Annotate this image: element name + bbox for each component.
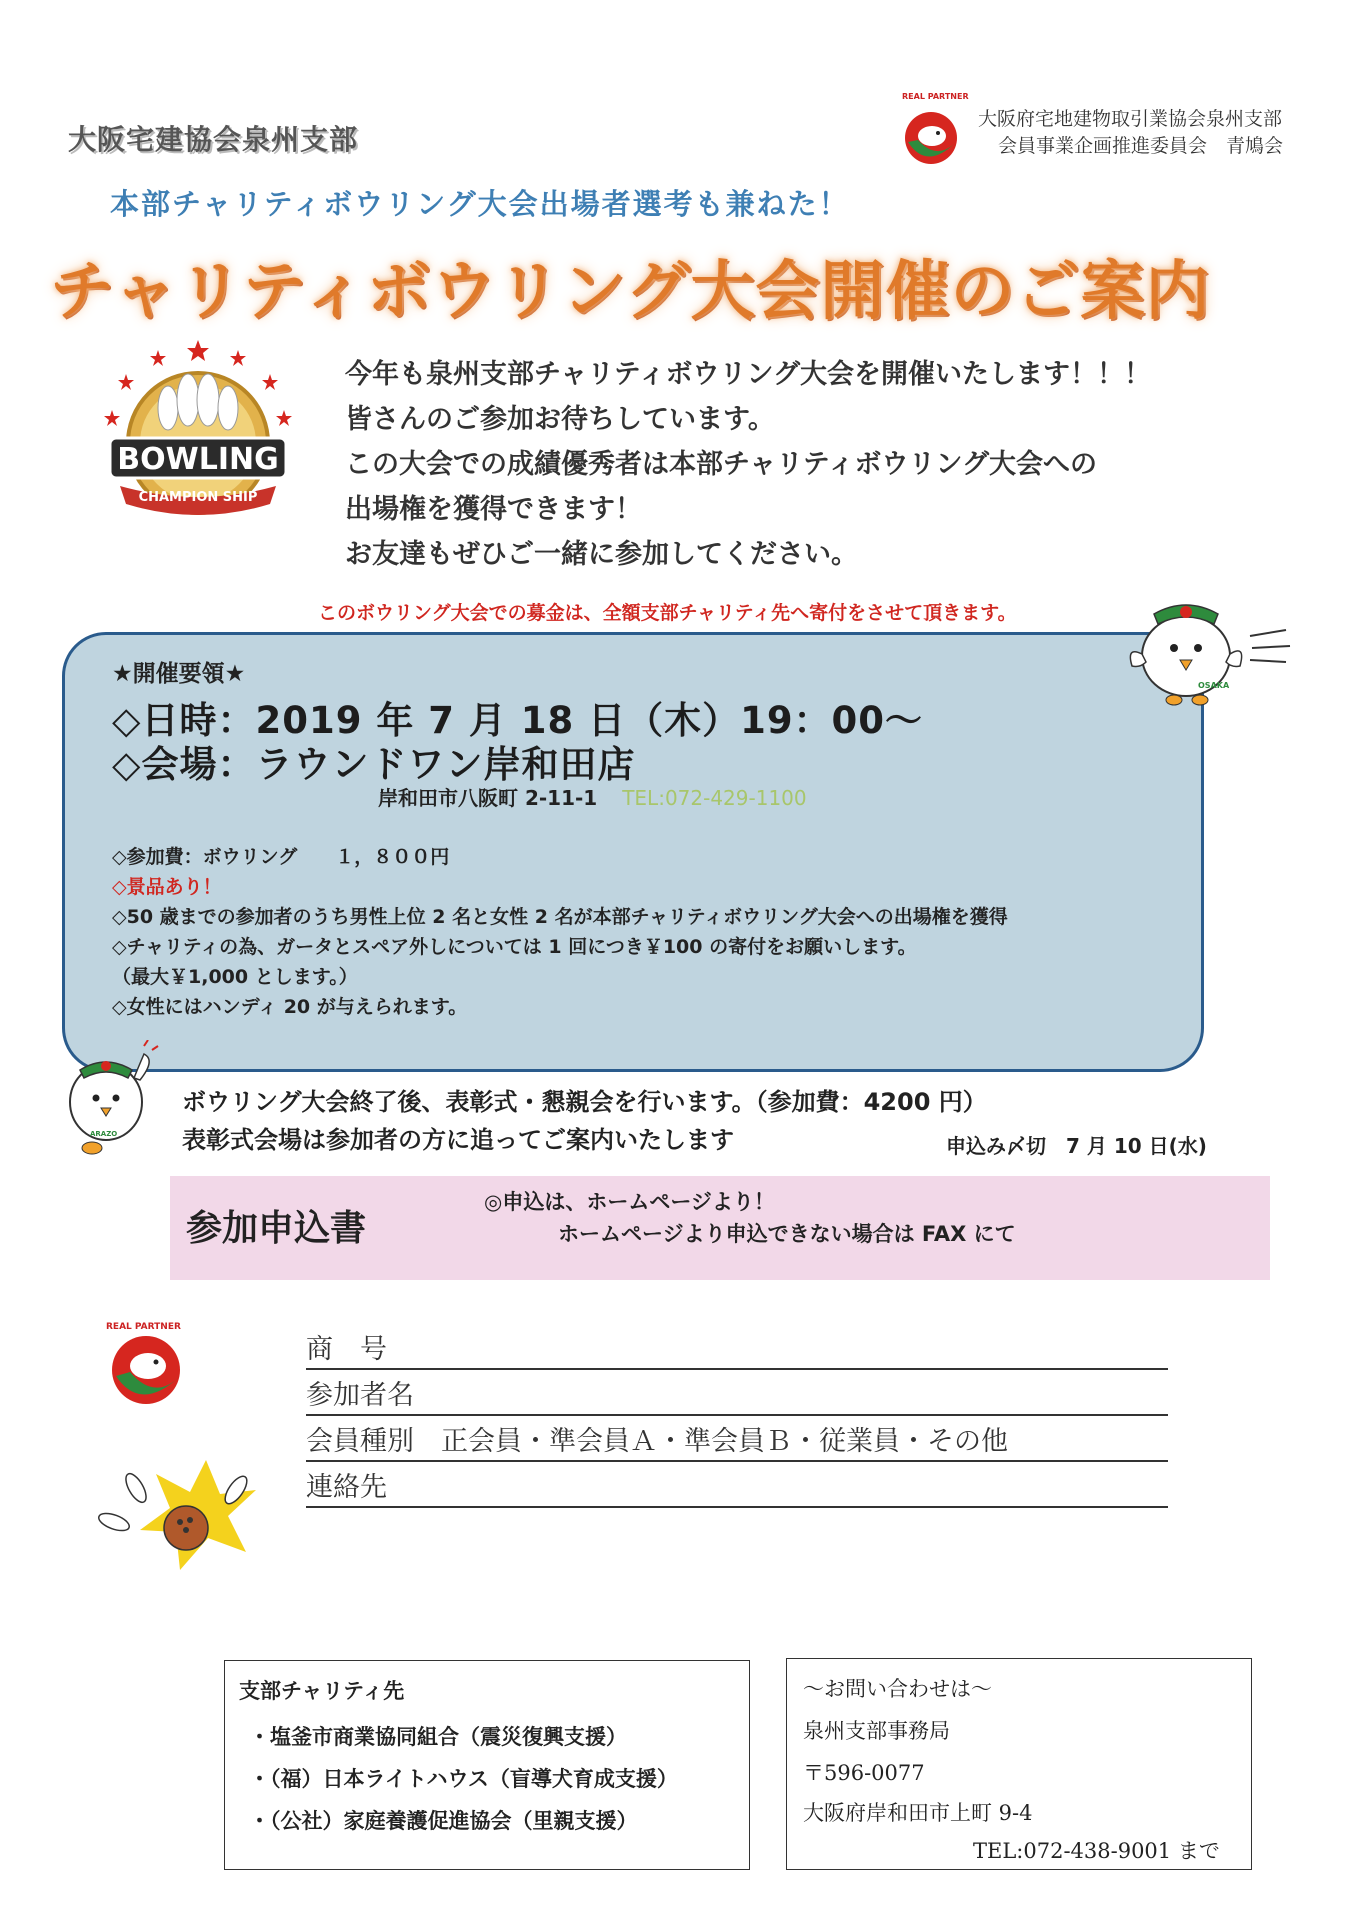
event-detail-item: （最大￥1,000 とします。）	[112, 966, 358, 988]
intro-line: 皆さんのご参加お待ちしています。	[345, 404, 775, 435]
application-form-title: 参加申込書	[186, 1208, 367, 1249]
company-name-label: 商 号	[306, 1334, 387, 1365]
contact-address: 大阪府岸和田市上町 9-4	[803, 1801, 1033, 1825]
charity-recipients-box	[224, 1660, 750, 1870]
venue-address-text: 岸和田市八阪町 2-11-1	[378, 786, 598, 810]
contact-tel[interactable]: TEL:072-438-9001 まで	[973, 1839, 1220, 1863]
badge-main-text: BOWLING	[117, 442, 279, 477]
org-name-left: 大阪宅建協会泉州支部	[68, 123, 359, 156]
member-type-field[interactable]	[306, 1420, 1168, 1462]
mascot-left-label: ARAZO	[90, 1130, 118, 1138]
real-partner-logo	[896, 100, 966, 170]
contact-info-box	[786, 1658, 1252, 1870]
contact-box-heading: ～お問い合わせは～	[803, 1677, 992, 1701]
bird-mascot-left-icon	[60, 1040, 160, 1160]
charity-box-heading: 支部チャリティ先	[239, 1679, 405, 1703]
intro-line: 今年も泉州支部チャリティボウリング大会を開催いたします！！！	[345, 359, 1151, 390]
event-prize: ◇景品あり！	[112, 876, 222, 898]
application-note	[484, 1186, 1016, 1250]
contact-zip: 〒596-0077	[803, 1761, 925, 1785]
event-datetime: ◇日時：2019 年 7 月 18 日（木）19：00～	[112, 699, 924, 742]
intro-line: この大会での成績優秀者は本部チャリティボウリング大会への	[345, 449, 1097, 480]
member-type-label: 会員種別 正会員・準会員Ａ・準会員Ｂ・従業員・その他	[306, 1426, 1008, 1457]
charity-item: ・（公社）家庭養護促進協会（里親支援）	[249, 1809, 638, 1833]
subtitle: 本部チャリティボウリング大会出場者選考も兼ねた！	[110, 187, 850, 221]
org-right-line1: 大阪府宅地建物取引業協会泉州支部	[978, 108, 1283, 130]
intro-line: 出場権を獲得できます！	[345, 494, 642, 525]
event-detail-item: ◇チャリティの為、ガータとスペア外しについては 1 回につき￥100 の寄付をお願いします。	[112, 936, 917, 958]
after-event-text	[182, 1083, 987, 1159]
participant-name-label: 参加者名	[306, 1380, 414, 1411]
event-detail-item: ◇女性にはハンディ 20 が与えられます。	[112, 996, 468, 1018]
event-venue: ◇会場：ラウンドワン岸和田店	[112, 743, 636, 786]
after-event-line1: ボウリング大会終了後、表彰式・懇親会を行います。（参加費：4200 円）	[182, 1088, 987, 1116]
intro-line: お友達もぜひご一緒に参加してください。	[345, 539, 858, 570]
charity-note: このボウリング大会での募金は、全額支部チャリティ先へ寄付をさせて頂きます。	[318, 602, 1017, 624]
event-detail-list	[112, 842, 1008, 1022]
after-event-line2: 表彰式会場は参加者の方に追ってご案内いたします	[182, 1126, 734, 1154]
page-title: チャリティボウリング大会開催のご案内	[50, 255, 1211, 329]
bird-mascot-icon	[1126, 596, 1296, 716]
real-partner-logo-form-text: REAL PARTNER	[106, 1322, 181, 1332]
bowling-championship-badge	[98, 338, 298, 528]
application-note-line2: ホームページより申込できない場合は FAX にて	[558, 1222, 1016, 1246]
application-deadline: 申込み〆切 7 月 10 日(水)	[946, 1134, 1207, 1158]
event-heading: ★開催要領★	[112, 661, 246, 687]
company-name-field[interactable]	[306, 1328, 1168, 1370]
org-right-line2: 会員事業企画推進委員会 青鳩会	[998, 135, 1284, 157]
charity-item: ・塩釜市商業協同組合（震災復興支援）	[249, 1725, 627, 1749]
mascot-label: OSAKA	[1198, 681, 1230, 690]
real-partner-logo-form	[100, 1320, 190, 1410]
event-fee: ◇参加費：ボウリング １，８００円	[112, 846, 450, 868]
intro-text	[345, 352, 1151, 577]
participant-name-field[interactable]	[306, 1374, 1168, 1416]
contact-field[interactable]	[306, 1466, 1168, 1508]
event-detail-item: ◇50 歳までの参加者のうち男性上位 2 名と女性 2 名が本部チャリティボウリング大会への出場権を獲得	[112, 906, 1008, 928]
charity-item: ・（福）日本ライトハウス（盲導犬育成支援）	[249, 1767, 678, 1791]
contact-office: 泉州支部事務局	[803, 1719, 950, 1743]
application-note-line1: ◎申込は、ホームページより！	[484, 1190, 775, 1214]
contact-label: 連絡先	[306, 1472, 387, 1503]
badge-ribbon-text: CHAMPION SHIP	[138, 490, 258, 505]
org-name-right	[978, 106, 1283, 160]
real-partner-logo-text: REAL PARTNER	[902, 92, 969, 101]
bowling-pins-icon	[96, 1460, 266, 1580]
venue-tel[interactable]: TEL:072-429-1100	[622, 786, 807, 810]
venue-address	[378, 782, 807, 811]
